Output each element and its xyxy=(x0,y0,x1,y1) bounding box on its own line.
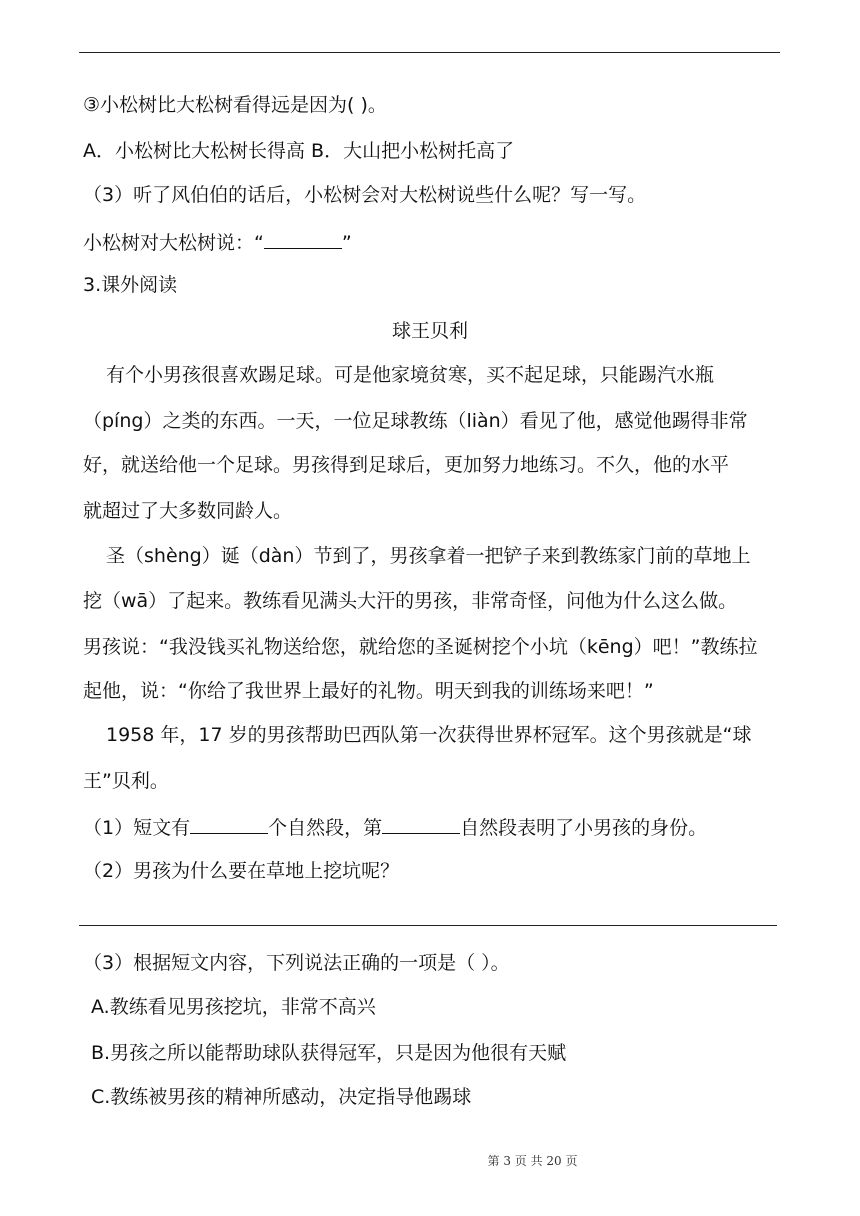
header-rule xyxy=(79,52,780,53)
answer-line xyxy=(83,228,352,256)
option-c: C.教练被男孩的精神所感动，决定指导他踢球 xyxy=(91,1086,472,1108)
question-2: （2）男孩为什么要在草地上挖坑呢？ xyxy=(83,860,400,882)
question-options: A．小松树比大松树长得高 B．大山把小松树托高了 xyxy=(83,140,515,162)
answer-prefix: 小松树对大松树说：“ xyxy=(83,232,264,254)
question-prompt: （3）听了风伯伯的话后，小松树会对大松树说些什么呢？写一写。 xyxy=(83,184,647,206)
story-line: 有个小男孩很喜欢踢足球。可是他家境贫寒，买不起足球，只能踢汽水瓶 xyxy=(106,364,715,386)
fill-blank[interactable] xyxy=(264,228,342,249)
question-3: （3）根据短文内容，下列说法正确的一项是（ ）。 xyxy=(83,952,510,974)
story-line: 1958 年，17 岁的男孩帮助巴西队第一次获得世界杯冠军。这个男孩就是“球 xyxy=(106,724,752,746)
option-b: B.男孩之所以能帮助球队获得冠军，只是因为他很有天赋 xyxy=(91,1042,567,1064)
page-footer xyxy=(0,1152,860,1169)
story-line: 王”贝利。 xyxy=(83,770,169,792)
story-line: 挖（wā）了起来。教练看见满头大汗的男孩，非常奇怪，问他为什么这么做。 xyxy=(83,590,738,612)
story-line: 就超过了大多数同龄人。 xyxy=(83,500,293,522)
q1-part-b: 个自然段，第 xyxy=(268,817,383,839)
story-title: 球王贝利 xyxy=(391,320,468,342)
story-line: 好，就送给他一个足球。男孩得到足球后，更加努力地练习。不久，他的水平 xyxy=(83,454,730,476)
question-1 xyxy=(83,813,707,841)
page-number: 第 3 页 共 20 页 xyxy=(487,1154,578,1168)
fill-blank[interactable] xyxy=(382,813,460,834)
answer-rule[interactable] xyxy=(79,925,777,926)
answer-suffix: ” xyxy=(341,232,352,254)
option-a: A.教练看见男孩挖坑，非常不高兴 xyxy=(91,996,376,1018)
story-line: 起他，说：“你给了我世界上最好的礼物。明天到我的训练场来吧！” xyxy=(83,680,654,702)
fill-blank[interactable] xyxy=(190,813,268,834)
section-heading: 3.课外阅读 xyxy=(83,274,178,296)
story-line: 圣（shèng）诞（dàn）节到了，男孩拿着一把铲子来到教练家门前的草地上 xyxy=(106,545,751,567)
q1-part-c: 自然段表明了小男孩的身份。 xyxy=(460,817,708,839)
question-item-3: ③小松树比大松树看得远是因为( )。 xyxy=(83,94,387,116)
q1-part-a: （1）短文有 xyxy=(83,817,191,839)
story-line: 男孩说：“我没钱买礼物送给您，就给您的圣诞树挖个小坑（kēng）吧！”教练拉 xyxy=(83,636,758,658)
story-line: （píng）之类的东西。一天，一位足球教练（liàn）看见了他，感觉他踢得非常 xyxy=(83,410,748,432)
